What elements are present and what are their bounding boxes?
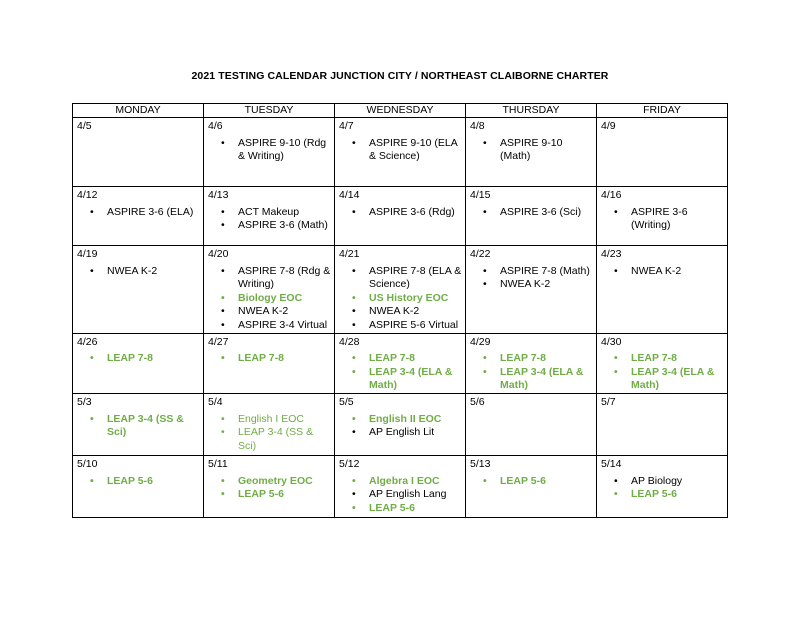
test-list: [77, 352, 200, 366]
day-date: 5/7: [601, 395, 616, 408]
day-cell: [597, 455, 728, 517]
test-item: • ASPIRE 7-8 (Rdg & Writing): [208, 265, 331, 292]
test-item: • Geometry EOC: [208, 475, 331, 489]
test-item: • ASPIRE 3-6 (Rdg): [339, 206, 462, 220]
test-item: • ASPIRE 9-10 (Rdg & Writing): [208, 137, 331, 164]
test-list: [339, 413, 462, 440]
test-list: [208, 265, 331, 333]
day-date: 4/16: [601, 189, 622, 201]
day-date: 4/22: [470, 248, 491, 260]
week-row: [73, 333, 728, 393]
day-cell: [597, 246, 728, 334]
day-date: 4/28: [339, 335, 360, 348]
test-list: [77, 413, 200, 440]
day-date: 5/10: [77, 457, 98, 470]
test-list: [470, 475, 593, 489]
test-item: • US History EOC: [339, 292, 462, 306]
day-cell: [204, 246, 335, 334]
week-row: [73, 118, 728, 187]
day-date: 4/12: [77, 189, 98, 201]
day-header-friday: FRIDAY: [597, 104, 728, 118]
test-list: [470, 206, 593, 220]
test-item: • NWEA K-2: [339, 305, 462, 319]
day-header-tuesday: TUESDAY: [204, 104, 335, 118]
week-row: [73, 393, 728, 455]
day-date: 5/13: [470, 457, 491, 470]
day-cell: [597, 333, 728, 393]
day-cell: [335, 455, 466, 517]
test-item: • LEAP 7-8: [208, 352, 331, 366]
test-item: • LEAP 5-6: [339, 502, 462, 516]
test-list: [208, 206, 331, 233]
test-list: [339, 206, 462, 220]
testing-calendar-table: [72, 103, 728, 518]
test-list: [339, 352, 462, 393]
day-date: 4/23: [601, 248, 622, 260]
day-cell: [204, 393, 335, 455]
test-item: • ASPIRE 3-6 (Sci): [470, 206, 593, 220]
day-date: 5/3: [77, 395, 92, 408]
day-cell: [73, 393, 204, 455]
test-item: • AP English Lit: [339, 426, 462, 440]
test-list: [208, 475, 331, 502]
test-item: • LEAP 5-6: [208, 488, 331, 502]
test-item: • LEAP 7-8: [470, 352, 593, 366]
test-list: [208, 137, 331, 164]
day-date: 4/30: [601, 335, 622, 348]
day-cell: [73, 187, 204, 246]
test-item: • ASPIRE 9-10 (Math): [470, 137, 593, 164]
day-date: 5/4: [208, 395, 223, 408]
day-cell: [204, 333, 335, 393]
day-cell: [335, 333, 466, 393]
test-item: • Algebra I EOC: [339, 475, 462, 489]
test-list: [339, 265, 462, 333]
test-list: [601, 206, 724, 233]
day-cell: [73, 246, 204, 334]
day-date: 4/13: [208, 189, 229, 201]
test-list: [208, 352, 331, 366]
test-item: • ASPIRE 7-8 (Math): [470, 265, 593, 279]
test-item: • NWEA K-2: [601, 265, 724, 279]
calendar-body: [73, 118, 728, 518]
test-item: • Biology EOC: [208, 292, 331, 306]
test-item: • ASPIRE 3-4 Virtual: [208, 319, 331, 333]
test-list: [77, 475, 200, 489]
day-date: 4/8: [470, 120, 485, 132]
day-cell: [335, 187, 466, 246]
test-item: • LEAP 5-6: [470, 475, 593, 489]
day-date: 5/11: [208, 457, 228, 470]
day-cell: [466, 455, 597, 517]
calendar-title: 2021 TESTING CALENDAR JUNCTION CITY / NORTHEAST CLAIBORNE CHARTER: [191, 70, 609, 82]
test-list: [470, 265, 593, 292]
test-item: • LEAP 7-8: [339, 352, 462, 366]
test-list: [601, 352, 724, 393]
test-list: [470, 137, 593, 164]
week-row: [73, 246, 728, 334]
test-item: • AP Biology: [601, 475, 724, 489]
day-date: 5/6: [470, 395, 485, 408]
day-cell: [204, 455, 335, 517]
test-item: • LEAP 3-4 (ELA & Math): [339, 366, 462, 393]
day-cell: [597, 118, 728, 187]
test-item: • LEAP 3-4 (SS & Sci): [77, 413, 200, 440]
test-item: • ASPIRE 3-6 (Math): [208, 219, 331, 233]
day-cell: [335, 118, 466, 187]
test-item: • LEAP 3-4 (SS & Sci): [208, 426, 331, 453]
day-date: 4/29: [470, 335, 491, 348]
test-item: • English II EOC: [339, 413, 462, 427]
day-header-row: [73, 104, 728, 118]
day-date: 4/9: [601, 120, 616, 132]
test-list: [601, 475, 724, 502]
day-date: 4/21: [339, 248, 360, 260]
day-cell: [466, 118, 597, 187]
test-list: [339, 137, 462, 164]
day-date: 4/27: [208, 335, 229, 348]
test-list: [77, 265, 200, 279]
test-item: • ASPIRE 3-6 (Writing): [601, 206, 724, 233]
test-item: • NWEA K-2: [470, 278, 593, 292]
week-row: [73, 187, 728, 246]
day-date: 4/14: [339, 189, 360, 201]
day-date: 5/5: [339, 395, 354, 408]
day-cell: [204, 118, 335, 187]
day-header-thursday: THURSDAY: [466, 104, 597, 118]
day-cell: [204, 187, 335, 246]
day-cell: [73, 118, 204, 187]
day-cell: [466, 393, 597, 455]
test-item: • ASPIRE 5-6 Virtual: [339, 319, 462, 333]
day-date: 4/20: [208, 248, 229, 260]
week-row: [73, 455, 728, 517]
test-item: • NWEA K-2: [77, 265, 200, 279]
day-date: 4/15: [470, 189, 491, 201]
test-item: • English I EOC: [208, 413, 331, 427]
day-date: 4/19: [77, 248, 98, 260]
test-item: • LEAP 3-4 (ELA & Math): [470, 366, 593, 393]
day-date: 4/5: [77, 120, 92, 132]
day-date: 5/12: [339, 457, 360, 470]
test-item: • LEAP 7-8: [77, 352, 200, 366]
day-cell: [597, 187, 728, 246]
test-item: • LEAP 7-8: [601, 352, 724, 366]
test-item: • AP English Lang: [339, 488, 462, 502]
test-item: • ASPIRE 3-6 (ELA): [77, 206, 200, 220]
test-list: [339, 475, 462, 516]
day-cell: [466, 187, 597, 246]
test-item: • NWEA K-2: [208, 305, 331, 319]
test-item: • ASPIRE 7-8 (ELA & Science): [339, 265, 462, 292]
test-list: [601, 265, 724, 279]
test-list: [208, 413, 331, 454]
day-cell: [466, 333, 597, 393]
day-date: 4/7: [339, 120, 354, 132]
test-list: [77, 206, 200, 220]
test-item: • LEAP 5-6: [601, 488, 724, 502]
day-date: 4/26: [77, 335, 98, 348]
test-item: • LEAP 5-6: [77, 475, 200, 489]
day-header-wednesday: WEDNESDAY: [335, 104, 466, 118]
day-date: 5/14: [601, 457, 622, 470]
test-item: • ACT Makeup: [208, 206, 331, 220]
test-list: [470, 352, 593, 393]
day-cell: [597, 393, 728, 455]
day-cell: [73, 333, 204, 393]
day-cell: [335, 246, 466, 334]
test-item: • ASPIRE 9-10 (ELA & Science): [339, 137, 462, 164]
test-item: • LEAP 3-4 (ELA & Math): [601, 366, 724, 393]
day-cell: [335, 393, 466, 455]
day-cell: [73, 455, 204, 517]
day-date: 4/6: [208, 120, 223, 132]
day-cell: [466, 246, 597, 334]
day-header-monday: MONDAY: [73, 104, 204, 118]
